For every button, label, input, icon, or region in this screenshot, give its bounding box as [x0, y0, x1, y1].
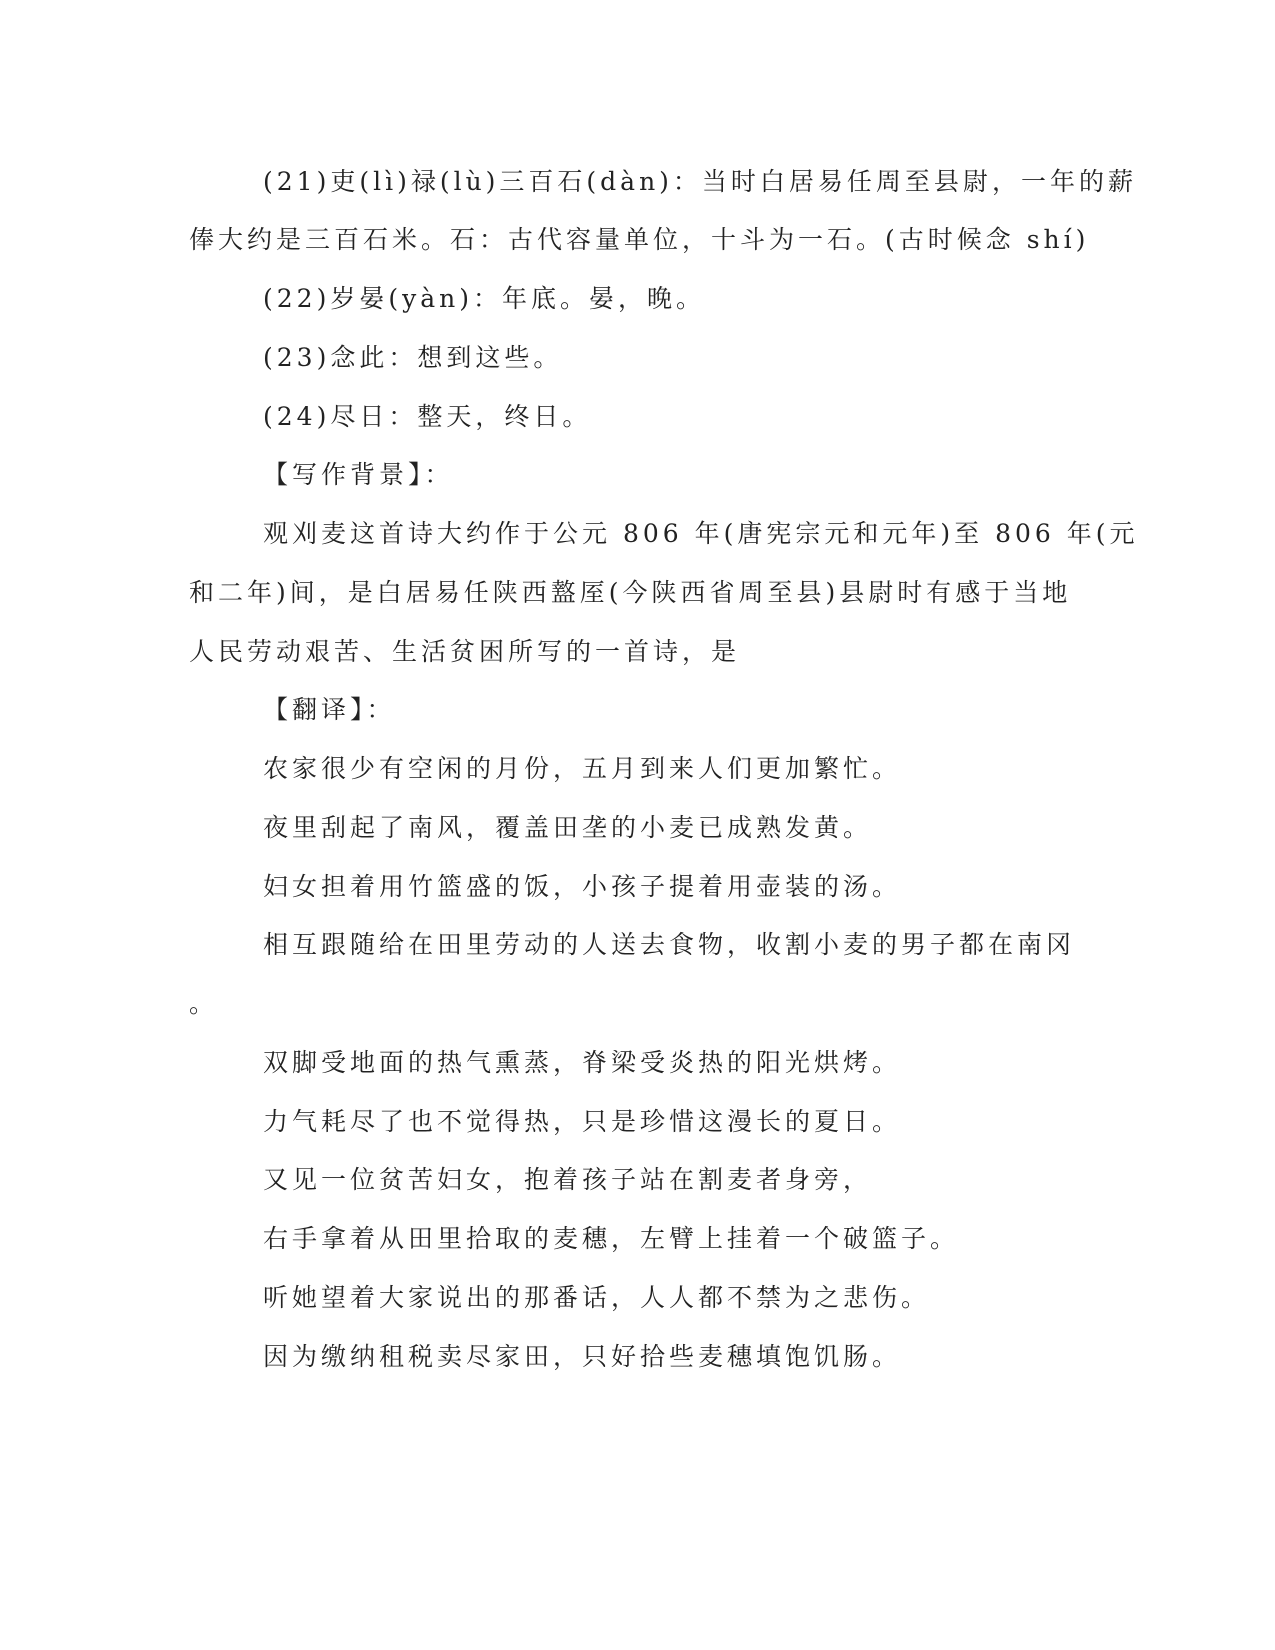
translation-line-4-wrap: 。: [189, 989, 219, 1018]
note-24: (24)尽日：整天，终日。: [263, 402, 592, 431]
translation-line-6: 力气耗尽了也不觉得热，只是珍惜这漫长的夏日。: [263, 1107, 902, 1136]
note-21-line-2: 俸大约是三百石米。石：古代容量单位，十斗为一石。(古时候念 shí): [189, 225, 1090, 254]
background-line-1: 观刈麦这首诗大约作于公元 806 年(唐宪宗元和元年)至 806 年(元: [263, 519, 1139, 548]
note-22: (22)岁晏(yàn)：年底。晏，晚。: [263, 284, 705, 313]
translation-line-7: 又见一位贫苦妇女，抱着孩子站在割麦者身旁，: [263, 1165, 873, 1194]
background-heading: 【写作背景】：: [263, 460, 454, 489]
translation-line-5: 双脚受地面的热气熏蒸，脊梁受炎热的阳光烘烤。: [263, 1048, 902, 1077]
background-line-3: 人民劳动艰苦、生活贫困所写的一首诗，是: [189, 637, 741, 666]
translation-line-4: 相互跟随给在田里劳动的人送去食物，收割小麦的男子都在南冈: [263, 930, 1076, 959]
translation-heading: 【翻译】：: [263, 695, 396, 724]
translation-line-9: 听她望着大家说出的那番话，人人都不禁为之悲伤。: [263, 1283, 931, 1312]
translation-line-2: 夜里刮起了南风，覆盖田垄的小麦已成熟发黄。: [263, 813, 873, 842]
translation-line-10: 因为缴纳租税卖尽家田，只好拾些麦穗填饱饥肠。: [263, 1342, 902, 1371]
translation-line-8: 右手拿着从田里拾取的麦穗，左臂上挂着一个破篮子。: [263, 1224, 960, 1253]
translation-line-1: 农家很少有空闲的月份，五月到来人们更加繁忙。: [263, 754, 902, 783]
note-23: (23)念此：想到这些。: [263, 343, 563, 372]
translation-line-3: 妇女担着用竹篮盛的饭，小孩子提着用壶装的汤。: [263, 872, 902, 901]
note-21-line-1: (21)吏(lì)禄(lù)三百石(dàn)：当时白居易任周至县尉，一年的薪: [263, 167, 1137, 196]
background-line-2: 和二年)间，是白居易任陕西盩厔(今陕西省周至县)县尉时有感于当地: [189, 578, 1072, 607]
